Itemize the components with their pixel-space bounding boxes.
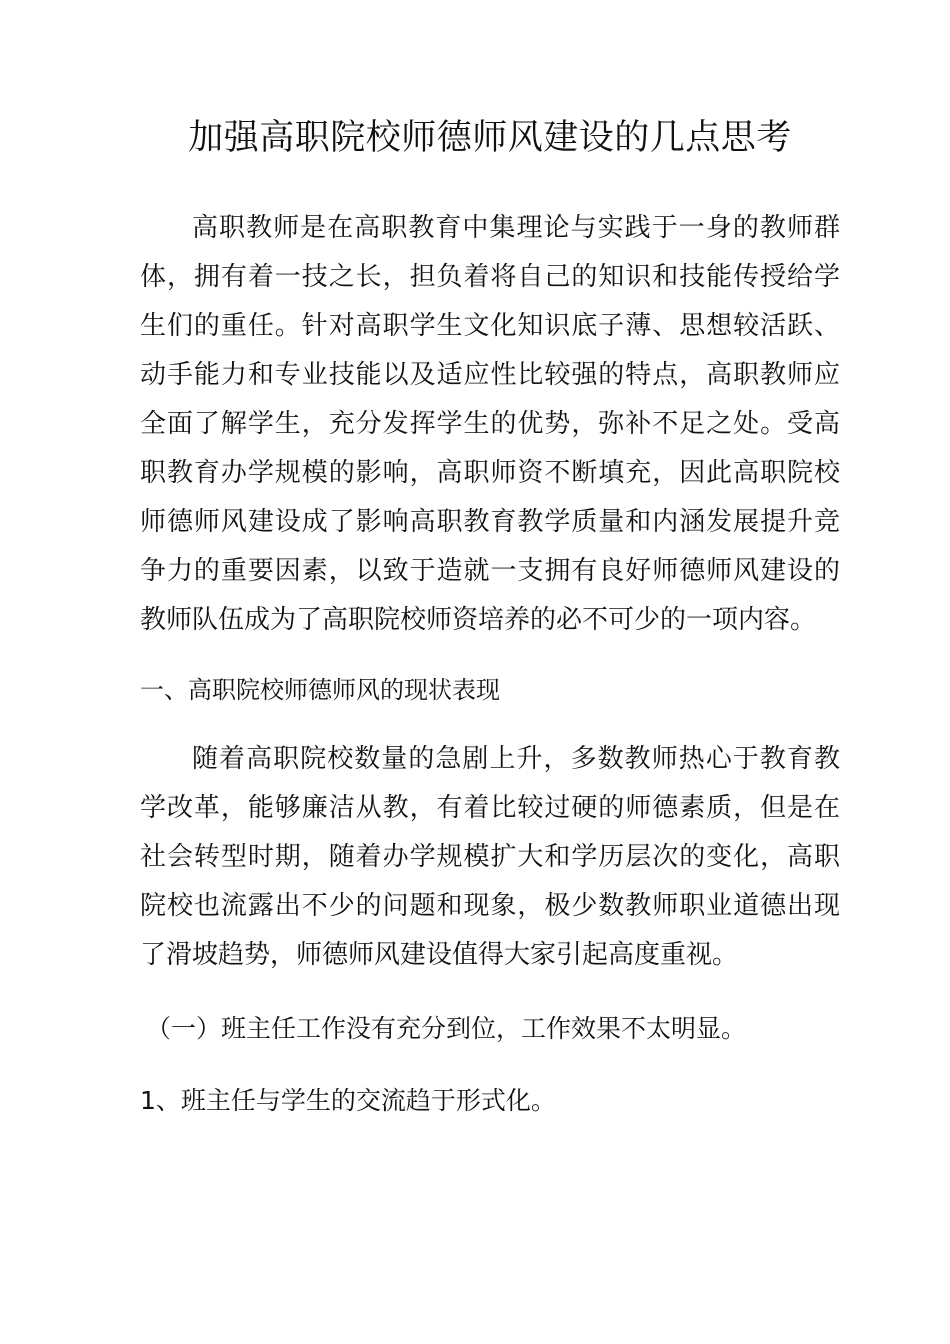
subsection-heading: （一）班主任工作没有充分到位，工作效果不太明显。 (146, 1014, 747, 1043)
intro-paragraph: 高职教师是在高职教育中集理论与实践于一身的教师群体，拥有着一技之长，担负着将自己的知识和技能传授给学生们的重任。针对高职学生文化知识底子薄、思想较活跃、动手能力和专业技能以及适应性比较强的特点，高职教师应全面了解学生，充分发挥学生的优势，弥补不足之处。受高职教育办学规模的影响，高职师资不断填充，因此高职院校师德师风建设成了影响高职教育教学质量和内涵发展提升竞争力的重要因素，以致于造就一支拥有良好师德师风建设的教师队伍成为了高职院校师资培养的必不可少的一项内容。 (140, 213, 840, 635)
section-heading: 一、高职院校师德师风的现状表现 (140, 676, 500, 704)
item-heading: 1、班主任与学生的交流趋于形式化。 (140, 1086, 556, 1115)
section-paragraph: 随着高职院校数量的急剧上升，多数教师热心于教育教学改革，能够廉洁从教，有着比较过硬的师德素质，但是在社会转型时期，随着办学规模扩大和学历层次的变化，高职院校也流露出不少的问题和现象，极少数教师职业道德出现了滑坡趋势，师德师风建设值得大家引起高度重视。 (140, 744, 840, 970)
document-title: 加强高职院校师德师风建设的几点思考 (188, 118, 792, 158)
